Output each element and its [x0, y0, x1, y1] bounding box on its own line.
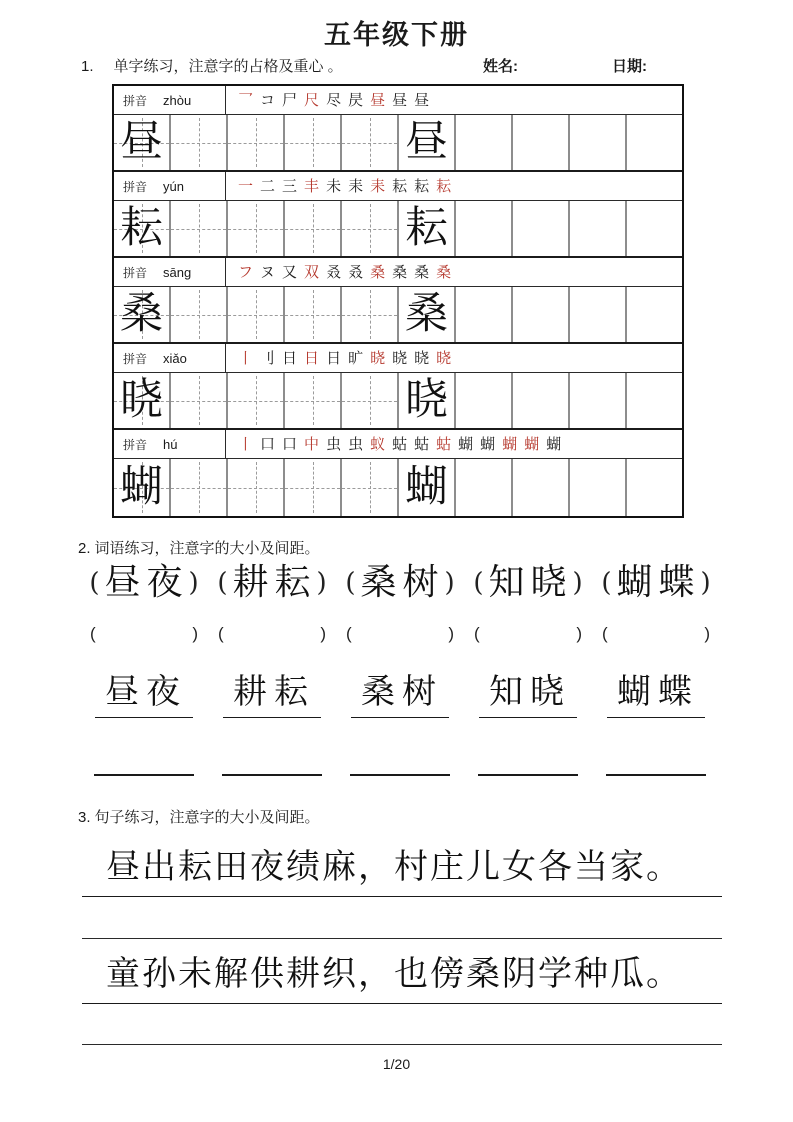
practice-cell: [114, 287, 171, 342]
open-paren: (: [218, 624, 224, 643]
word: 耕耘: [223, 670, 321, 718]
close-paren: ): [192, 624, 198, 643]
practice-cell: [285, 373, 342, 428]
practice-group-zhou: [114, 86, 682, 172]
close-paren: ): [188, 567, 199, 598]
practice-group-hu: [114, 430, 682, 516]
word-group: [85, 670, 203, 718]
model-character: 晓: [120, 375, 163, 425]
practice-cell: [399, 459, 456, 516]
practice-cell: [456, 373, 513, 428]
stroke-order-sequence: 丨 口 口 中 虫 虫 蚁 蛄 蛄 蛄 蝴 蝴 蝴 蝴 蝴: [238, 434, 562, 453]
open-paren: (: [473, 567, 484, 598]
word: 耕耘: [232, 562, 317, 603]
section1-number: 1.: [81, 58, 94, 75]
model-character: 耘: [120, 203, 163, 253]
close-paren: ): [444, 567, 455, 598]
model-character: 耘: [405, 203, 448, 253]
practice-cell: [342, 201, 399, 256]
page-title: 五年级下册: [324, 20, 469, 50]
practice-cell: [114, 115, 171, 170]
writing-line: [350, 758, 450, 776]
practice-cell: [342, 459, 399, 516]
word-group: [597, 670, 715, 718]
close-paren: ): [316, 567, 327, 598]
open-paren: (: [217, 567, 228, 598]
practice-cell: [570, 459, 627, 516]
pinyin-row: [114, 430, 682, 459]
word: 蝴蝶: [616, 562, 701, 603]
word-group: [597, 561, 715, 604]
section3-number: 3.: [78, 809, 91, 826]
empty-paren-blank: [469, 624, 587, 644]
close-paren: ): [576, 624, 582, 643]
writing-line: [82, 1044, 722, 1045]
practice-cell: [342, 373, 399, 428]
practice-cell: [171, 287, 228, 342]
model-sentence-2: 童孙未解供耕织，也傍桑阴学种瓜。: [82, 953, 722, 1004]
word-blank: [341, 758, 459, 776]
model-character: 桑: [405, 289, 448, 339]
practice-cell: [456, 115, 513, 170]
pinyin-row: [114, 344, 682, 373]
writing-line: [222, 758, 322, 776]
section1-header: [81, 55, 343, 76]
pinyin-value: yún: [163, 178, 184, 194]
name-label: 姓名:: [483, 58, 518, 75]
pinyin-label-cell: [114, 86, 226, 114]
blank-underline-row: [85, 758, 715, 776]
pinyin-label: 拼音: [123, 265, 148, 280]
section2-header: [78, 537, 320, 558]
word: 知晓: [479, 670, 577, 718]
practice-cell: [228, 115, 285, 170]
empty-paren-blank: [597, 624, 715, 644]
model-character: 桑: [120, 289, 163, 339]
empty-paren-row: [85, 624, 715, 644]
character-practice-table: [112, 84, 684, 518]
word: 昼夜: [95, 670, 193, 718]
practice-cell: [171, 373, 228, 428]
practice-cell: [513, 373, 570, 428]
word-group: [469, 561, 587, 604]
model-character: 晓: [405, 375, 448, 425]
practice-cell: [228, 373, 285, 428]
pinyin-label: 拼音: [123, 93, 148, 108]
word-group: [213, 670, 331, 718]
stroke-order-sequence: フ ヌ 又 双 叒 叒 桑 桑 桑 桑: [238, 262, 452, 281]
writing-line: [94, 758, 194, 776]
practice-cell: [399, 201, 456, 256]
pinyin-label-cell: [114, 258, 226, 286]
practice-cell: [513, 115, 570, 170]
practice-cell: [228, 201, 285, 256]
pinyin-row: [114, 258, 682, 287]
practice-cell: [570, 201, 627, 256]
open-paren: (: [602, 624, 608, 643]
practice-cell: [342, 287, 399, 342]
practice-cell: [570, 287, 627, 342]
pinyin-label: 拼音: [123, 351, 148, 366]
close-paren: ): [700, 567, 711, 598]
word-blank: [85, 758, 203, 776]
practice-row: [114, 373, 682, 430]
section1-title: 单字练习，注意字的占格及重心 。: [113, 58, 343, 75]
pinyin-label-cell: [114, 430, 226, 458]
stroke-order-sequence: 丨 刂 日 日 日 旷 晓 晓 晓 晓: [238, 348, 452, 367]
open-paren: (: [89, 567, 100, 598]
open-paren: (: [90, 624, 96, 643]
word-group: [85, 561, 203, 604]
practice-cell: [627, 115, 682, 170]
open-paren: (: [601, 567, 612, 598]
word: 桑树: [360, 562, 445, 603]
pinyin-label: 拼音: [123, 437, 148, 452]
word-group: [341, 670, 459, 718]
word: 昼夜: [104, 562, 189, 603]
pinyin-row: [114, 86, 682, 115]
open-paren: (: [474, 624, 480, 643]
model-sentence-1: 昼出耘田夜绩麻，村庄儿女各当家。: [82, 846, 722, 897]
underlined-word-row: [85, 670, 715, 718]
practice-cell: [171, 459, 228, 516]
section2-number: 2.: [78, 540, 91, 557]
practice-cell: [513, 287, 570, 342]
practice-cell: [114, 373, 171, 428]
practice-cell: [285, 459, 342, 516]
pinyin-value: xiǎo: [163, 350, 187, 366]
practice-row: [114, 287, 682, 344]
practice-cell: [285, 201, 342, 256]
practice-cell: [627, 459, 682, 516]
practice-group-xiao: [114, 344, 682, 430]
practice-row: [114, 201, 682, 258]
practice-cell: [456, 201, 513, 256]
practice-cell: [114, 459, 171, 516]
stroke-order-sequence: 一 二 三 丰 未 耒 耒 耘 耘 耘: [238, 176, 452, 195]
practice-cell: [114, 201, 171, 256]
pinyin-row: [114, 172, 682, 201]
open-paren: (: [345, 567, 356, 598]
word-blank: [597, 758, 715, 776]
close-paren: ): [448, 624, 454, 643]
word: 知晓: [488, 562, 573, 603]
practice-cell: [456, 459, 513, 516]
pinyin-label: 拼音: [123, 179, 148, 194]
practice-cell: [570, 115, 627, 170]
model-character: 昼: [405, 117, 448, 167]
word-group: [213, 561, 331, 604]
model-character: 昼: [120, 117, 163, 167]
pinyin-value: zhòu: [163, 92, 192, 108]
word-group: [341, 561, 459, 604]
stroke-order-sequence: 乛 コ 尸 尺 尽 昃 昼 昼 昼: [238, 90, 430, 109]
practice-cell: [228, 287, 285, 342]
empty-paren-blank: [213, 624, 331, 644]
date-label: 日期:: [612, 58, 647, 75]
word-blank: [213, 758, 331, 776]
close-paren: ): [320, 624, 326, 643]
model-character: 蝴: [405, 462, 448, 512]
close-paren: ): [572, 567, 583, 598]
practice-cell: [513, 201, 570, 256]
practice-row: [114, 115, 682, 172]
practice-cell: [513, 459, 570, 516]
practice-cell: [627, 373, 682, 428]
practice-cell: [171, 201, 228, 256]
model-character: 蝴: [120, 462, 163, 512]
practice-cell: [570, 373, 627, 428]
practice-cell: [627, 287, 682, 342]
word-group: [469, 670, 587, 718]
practice-cell: [285, 115, 342, 170]
practice-group-yun: [114, 172, 682, 258]
practice-cell: [399, 115, 456, 170]
practice-row: [114, 459, 682, 516]
word: 蝴蝶: [607, 670, 705, 718]
section3-header: [78, 806, 320, 827]
open-paren: (: [346, 624, 352, 643]
writing-line: [478, 758, 578, 776]
practice-cell: [456, 287, 513, 342]
pinyin-label-cell: [114, 172, 226, 200]
empty-paren-blank: [341, 624, 459, 644]
word-blank: [469, 758, 587, 776]
practice-cell: [285, 287, 342, 342]
writing-line: [82, 938, 722, 939]
practice-group-sang: [114, 258, 682, 344]
pinyin-label-cell: [114, 344, 226, 372]
practice-cell: [342, 115, 399, 170]
practice-cell: [399, 373, 456, 428]
empty-paren-blank: [85, 624, 203, 644]
section3-title: 句子练习，注意字的大小及间距。: [94, 809, 320, 826]
writing-line: [606, 758, 706, 776]
page-number: 1/20: [382, 1056, 411, 1072]
pinyin-value: sāng: [163, 264, 192, 280]
practice-cell: [399, 287, 456, 342]
practice-cell: [627, 201, 682, 256]
section2-title: 词语练习，注意字的大小及间距。: [94, 540, 320, 557]
close-paren: ): [704, 624, 710, 643]
word-paren-row: [85, 561, 715, 604]
pinyin-value: hú: [163, 436, 178, 452]
practice-cell: [171, 115, 228, 170]
word: 桑树: [351, 670, 449, 718]
practice-cell: [228, 459, 285, 516]
